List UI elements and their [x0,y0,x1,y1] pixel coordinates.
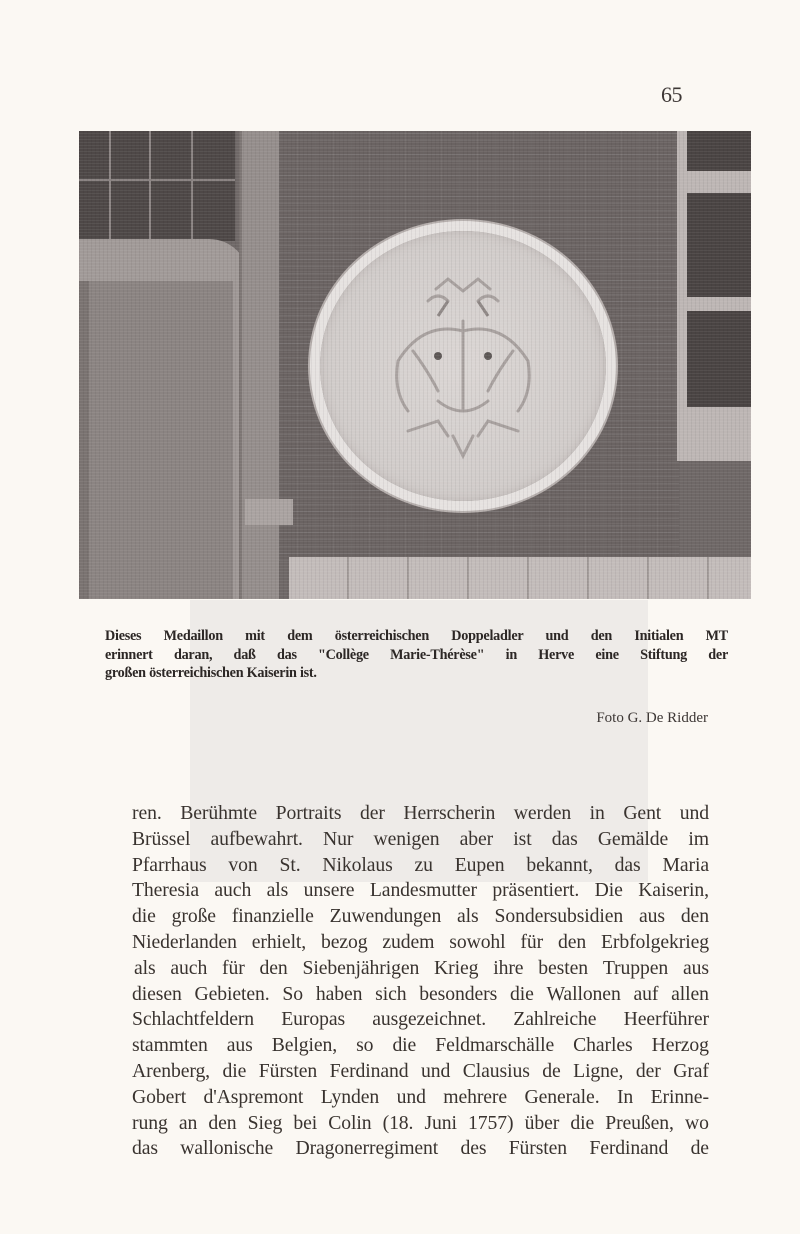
caption-line: erinnert daran, daß das "Collège Marie-Thérèse" in Herve eine Stiftung der [105,646,728,663]
text-line: Theresia auch als unsere Landesmutter präsentiert. Die Kaiserin, [132,879,709,902]
text-line: die große finanzielle Zuwendungen als Sondersubsidien aus den [132,905,709,928]
text-line: stammten aus Belgien, so die Feldmarschälle Charles Herzog [132,1034,709,1057]
text-line: Gobert d'Aspremont Lynden und mehrere Generale. In Erinne- [132,1085,709,1108]
text-line: diesen Gebieten. So haben sich besonders die Wallonen auf allen [132,982,709,1005]
figure-caption [105,627,728,683]
photo-credit: Foto G. De Ridder [596,710,708,726]
text-line: ren. Berühmte Portraits der Herrscherin werden in Gent und [132,802,709,824]
text-line: als auch für den Siebenjährigen Krieg ihre besten Truppen aus [134,956,709,979]
medallion-photo [79,131,751,599]
halftone-texture [79,131,751,599]
text-line: rung an den Sieg bei Colin (18. Juni 1757) über die Preußen, wo [132,1111,709,1134]
text-line: Arenberg, die Fürsten Ferdinand und Clausius de Ligne, der Graf [132,1059,709,1082]
text-line: Brüssel aufbewahrt. Nur wenigen aber ist das Gemälde im [132,827,709,850]
page-number: 65 [661,82,682,107]
caption-line: Dieses Medaillon mit dem österreichischen Doppeladler und den Initialen MT [105,628,728,644]
caption-line: großen österreichischen Kaiserin ist. [105,665,317,681]
text-line: Pfarrhaus von St. Nikolaus zu Eupen bekannt, das Maria [132,853,709,876]
text-line: Schlachtfeldern Europas ausgezeichnet. Zahlreiche Heerführer [132,1008,709,1031]
text-line: das wallonische Dragonerregiment des Fürsten Ferdinand de [132,1137,709,1160]
body-paragraph [132,801,709,1162]
text-line: Niederlanden erhielt, bezog zudem sowohl für den Erbfolgekrieg [132,930,709,953]
